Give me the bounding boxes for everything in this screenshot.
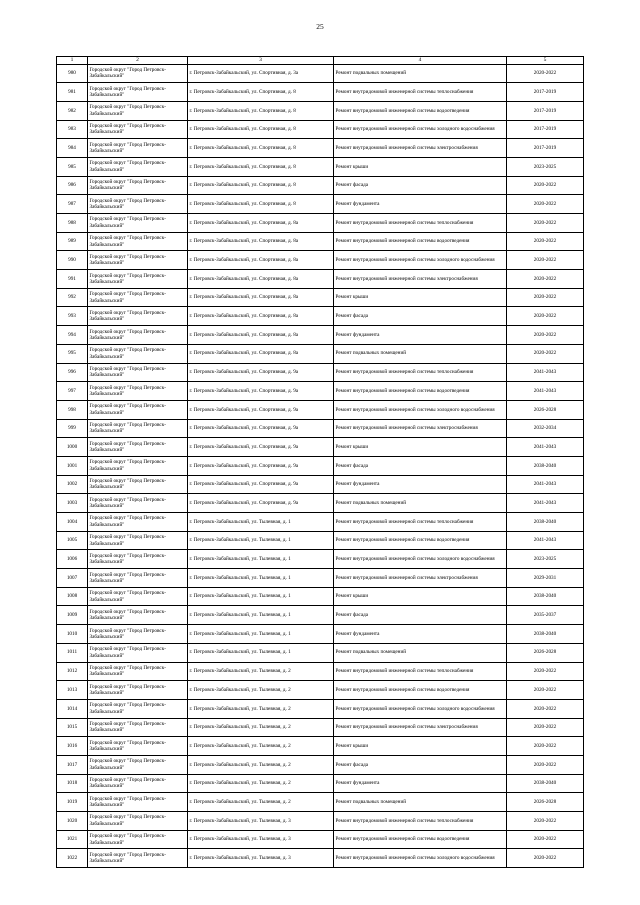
- period-cell: 2020-2022: [507, 755, 584, 774]
- owner-cell: Городской округ "Город Петровск-Забайкальский": [88, 699, 188, 718]
- owner-cell: Городской округ "Город Петровск-Забайкальский": [88, 288, 188, 307]
- address-cell: г. Петровск-Забайкальский, ул. Спортивная, д. 9а: [188, 382, 334, 401]
- period-cell: 2020-2022: [507, 737, 584, 756]
- work-type-cell: Ремонт фасада: [334, 755, 507, 774]
- address-cell: г. Петровск-Забайкальский, ул. Тылевная, д. 1: [188, 569, 334, 588]
- address-cell: г. Петровск-Забайкальский, ул. Спортивная, д. 8а: [188, 288, 334, 307]
- owner-cell: Городской округ "Город Петровск-Забайкальский": [88, 812, 188, 831]
- address-cell: г. Петровск-Забайкальский, ул. Спортивная, д. 8: [188, 139, 334, 158]
- table-row: [57, 270, 584, 289]
- table-body: [57, 64, 584, 868]
- row-number: 1020: [57, 812, 88, 831]
- work-type-cell: Ремонт внутридомовой инженерной системы холодного водоснабжения: [334, 400, 507, 419]
- work-type-cell: Ремонт крыши: [334, 737, 507, 756]
- work-type-cell: Ремонт внутридомовой инженерной системы электроснабжения: [334, 139, 507, 158]
- work-type-cell: Ремонт внутридомовой инженерной системы электроснабжения: [334, 569, 507, 588]
- address-cell: г. Петровск-Забайкальский, ул. Тылевная, д. 2: [188, 662, 334, 681]
- address-cell: г. Петровск-Забайкальский, ул. Тылевная, д. 1: [188, 625, 334, 644]
- owner-cell: Городской округ "Город Петровск-Забайкальский": [88, 849, 188, 868]
- period-cell: 2020-2022: [507, 812, 584, 831]
- period-cell: 2023-2025: [507, 157, 584, 176]
- row-number: 992: [57, 288, 88, 307]
- owner-cell: Городской округ "Город Петровск-Забайкальский": [88, 251, 188, 270]
- table-row: [57, 101, 584, 120]
- table-row: [57, 176, 584, 195]
- work-type-cell: Ремонт внутридомовой инженерной системы теплоснабжения: [334, 363, 507, 382]
- owner-cell: Городской округ "Город Петровск-Забайкальский": [88, 587, 188, 606]
- row-number: 984: [57, 139, 88, 158]
- work-type-cell: Ремонт подвальных помещений: [334, 643, 507, 662]
- period-cell: 2029-2031: [507, 569, 584, 588]
- period-cell: 2020-2022: [507, 718, 584, 737]
- work-type-cell: Ремонт крыши: [334, 438, 507, 457]
- row-number: 1003: [57, 494, 88, 513]
- address-cell: г. Петровск-Забайкальский, ул. Спортивная, д. 9а: [188, 475, 334, 494]
- period-cell: 2032-2034: [507, 419, 584, 438]
- address-cell: г. Петровск-Забайкальский, ул. Тылевная, д. 3: [188, 812, 334, 831]
- work-type-cell: Ремонт крыши: [334, 157, 507, 176]
- table-row: [57, 400, 584, 419]
- row-number: 999: [57, 419, 88, 438]
- table-row: [57, 774, 584, 793]
- table-row: [57, 363, 584, 382]
- address-cell: г. Петровск-Забайкальский, ул. Спортивная, д. 9а: [188, 456, 334, 475]
- address-cell: г. Петровск-Забайкальский, ул. Спортивная, д. 9а: [188, 494, 334, 513]
- row-number: 1022: [57, 849, 88, 868]
- row-number: 1014: [57, 699, 88, 718]
- table-row: [57, 755, 584, 774]
- table-row: [57, 737, 584, 756]
- page-number: 25: [316, 22, 324, 31]
- owner-cell: Городской округ "Город Петровск-Забайкальский": [88, 64, 188, 83]
- work-type-cell: Ремонт подвальных помещений: [334, 344, 507, 363]
- owner-cell: Городской округ "Город Петровск-Забайкальский": [88, 326, 188, 345]
- table-row: [57, 214, 584, 233]
- period-cell: 2041-2043: [507, 382, 584, 401]
- work-type-cell: Ремонт внутридомовой инженерной системы холодного водоснабжения: [334, 251, 507, 270]
- work-type-cell: Ремонт внутридомовой инженерной системы теплоснабжения: [334, 83, 507, 102]
- work-type-cell: Ремонт внутридомовой инженерной системы электроснабжения: [334, 270, 507, 289]
- work-type-cell: Ремонт фундамента: [334, 326, 507, 345]
- owner-cell: Городской округ "Город Петровск-Забайкальский": [88, 513, 188, 532]
- period-cell: 2020-2022: [507, 344, 584, 363]
- row-number: 987: [57, 195, 88, 214]
- address-cell: г. Петровск-Забайкальский, ул. Тылевная, д. 2: [188, 681, 334, 700]
- table-row: [57, 606, 584, 625]
- row-number: 1004: [57, 513, 88, 532]
- owner-cell: Городской округ "Город Петровск-Забайкальский": [88, 737, 188, 756]
- row-number: 1021: [57, 830, 88, 849]
- work-type-cell: Ремонт внутридомовой инженерной системы электроснабжения: [334, 718, 507, 737]
- owner-cell: Городской округ "Город Петровск-Забайкальский": [88, 569, 188, 588]
- owner-cell: Городской округ "Город Петровск-Забайкальский": [88, 456, 188, 475]
- period-cell: 2020-2022: [507, 830, 584, 849]
- work-type-cell: Ремонт подвальных помещений: [334, 64, 507, 83]
- table-row: [57, 120, 584, 139]
- table-row: [57, 494, 584, 513]
- row-number: 1018: [57, 774, 88, 793]
- owner-cell: Городской округ "Город Петровск-Забайкальский": [88, 139, 188, 158]
- period-cell: 2041-2043: [507, 475, 584, 494]
- address-cell: г. Петровск-Забайкальский, ул. Тылевная, д. 1: [188, 513, 334, 532]
- address-cell: г. Петровск-Забайкальский, ул. Тылевная, д. 1: [188, 550, 334, 569]
- work-type-cell: Ремонт фасада: [334, 176, 507, 195]
- owner-cell: Городской округ "Город Петровск-Забайкальский": [88, 662, 188, 681]
- table-row: [57, 419, 584, 438]
- work-type-cell: Ремонт внутридомовой инженерной системы теплоснабжения: [334, 662, 507, 681]
- period-cell: 2017-2019: [507, 120, 584, 139]
- column-header-3: 3: [188, 57, 334, 65]
- work-type-cell: Ремонт фундамента: [334, 774, 507, 793]
- row-number: 989: [57, 232, 88, 251]
- work-type-cell: Ремонт крыши: [334, 587, 507, 606]
- period-cell: 2020-2022: [507, 214, 584, 233]
- owner-cell: Городской округ "Город Петровск-Забайкальский": [88, 438, 188, 457]
- table-row: [57, 157, 584, 176]
- table-row: [57, 569, 584, 588]
- owner-cell: Городской округ "Город Петровск-Забайкальский": [88, 643, 188, 662]
- table-row: [57, 438, 584, 457]
- table-row: [57, 793, 584, 812]
- owner-cell: Городской округ "Город Петровск-Забайкальский": [88, 157, 188, 176]
- period-cell: 2026-2028: [507, 643, 584, 662]
- work-type-cell: Ремонт фундамента: [334, 195, 507, 214]
- work-type-cell: Ремонт внутридомовой инженерной системы водоотведения: [334, 101, 507, 120]
- period-cell: 2020-2022: [507, 288, 584, 307]
- owner-cell: Городской округ "Город Петровск-Забайкальский": [88, 232, 188, 251]
- period-cell: 2038-2040: [507, 587, 584, 606]
- period-cell: 2020-2022: [507, 270, 584, 289]
- table-row: [57, 587, 584, 606]
- row-number: 982: [57, 101, 88, 120]
- owner-cell: Городской округ "Город Петровск-Забайкальский": [88, 718, 188, 737]
- period-cell: 2023-2025: [507, 550, 584, 569]
- address-cell: г. Петровск-Забайкальский, ул. Тылевная, д. 1: [188, 531, 334, 550]
- work-type-cell: Ремонт внутридомовой инженерной системы водоотведения: [334, 681, 507, 700]
- address-cell: г. Петровск-Забайкальский, ул. Тылевная, д. 2: [188, 755, 334, 774]
- table-row: [57, 662, 584, 681]
- period-cell: 2041-2043: [507, 438, 584, 457]
- work-type-cell: Ремонт внутридомовой инженерной системы водоотведения: [334, 382, 507, 401]
- owner-cell: Городской округ "Город Петровск-Забайкальский": [88, 606, 188, 625]
- table-row: [57, 288, 584, 307]
- address-cell: г. Петровск-Забайкальский, ул. Тылевная, д. 1: [188, 643, 334, 662]
- row-number: 988: [57, 214, 88, 233]
- column-header-4: 4: [334, 57, 507, 65]
- table-header-row: [57, 57, 584, 65]
- table-row: [57, 625, 584, 644]
- address-cell: г. Петровск-Забайкальский, ул. Тылевная, д. 1: [188, 587, 334, 606]
- table-row: [57, 456, 584, 475]
- owner-cell: Городской округ "Город Петровск-Забайкальский": [88, 793, 188, 812]
- work-type-cell: Ремонт крыши: [334, 288, 507, 307]
- row-number: 990: [57, 251, 88, 270]
- row-number: 1000: [57, 438, 88, 457]
- table-row: [57, 232, 584, 251]
- row-number: 1019: [57, 793, 88, 812]
- address-cell: г. Петровск-Забайкальский, ул. Тылевная, д. 2: [188, 793, 334, 812]
- period-cell: 2020-2022: [507, 849, 584, 868]
- period-cell: 2020-2022: [507, 699, 584, 718]
- table-row: [57, 83, 584, 102]
- work-type-cell: Ремонт внутридомовой инженерной системы холодного водоснабжения: [334, 849, 507, 868]
- period-cell: 2020-2022: [507, 64, 584, 83]
- work-type-cell: Ремонт внутридомовой инженерной системы теплоснабжения: [334, 812, 507, 831]
- address-cell: г. Петровск-Забайкальский, ул. Спортивная, д. 8: [188, 195, 334, 214]
- table-row: [57, 550, 584, 569]
- row-number: 1012: [57, 662, 88, 681]
- column-header-2: 2: [88, 57, 188, 65]
- work-type-cell: Ремонт подвальных помещений: [334, 494, 507, 513]
- table-row: [57, 326, 584, 345]
- row-number: 1002: [57, 475, 88, 494]
- owner-cell: Городской округ "Город Петровск-Забайкальский": [88, 755, 188, 774]
- period-cell: 2038-2040: [507, 513, 584, 532]
- row-number: 997: [57, 382, 88, 401]
- table-row: [57, 139, 584, 158]
- row-number: 1013: [57, 681, 88, 700]
- address-cell: г. Петровск-Забайкальский, ул. Спортивная, д. 8: [188, 83, 334, 102]
- owner-cell: Городской округ "Город Петровск-Забайкальский": [88, 494, 188, 513]
- period-cell: 2017-2019: [507, 139, 584, 158]
- owner-cell: Городской округ "Город Петровск-Забайкальский": [88, 344, 188, 363]
- owner-cell: Городской округ "Город Петровск-Забайкальский": [88, 195, 188, 214]
- owner-cell: Городской округ "Город Петровск-Забайкальский": [88, 625, 188, 644]
- row-number: 1001: [57, 456, 88, 475]
- work-type-cell: Ремонт внутридомовой инженерной системы водоотведения: [334, 830, 507, 849]
- period-cell: 2038-2040: [507, 456, 584, 475]
- period-cell: 2041-2043: [507, 363, 584, 382]
- row-number: 998: [57, 400, 88, 419]
- address-cell: г. Петровск-Забайкальский, ул. Тылевная, д. 2: [188, 699, 334, 718]
- address-cell: г. Петровск-Забайкальский, ул. Тылевная, д. 3: [188, 849, 334, 868]
- row-number: 980: [57, 64, 88, 83]
- owner-cell: Городской округ "Город Петровск-Забайкальский": [88, 120, 188, 139]
- row-number: 986: [57, 176, 88, 195]
- table-row: [57, 344, 584, 363]
- period-cell: 2020-2022: [507, 195, 584, 214]
- address-cell: г. Петровск-Забайкальский, ул. Спортивная, д. 8а: [188, 251, 334, 270]
- owner-cell: Городской округ "Город Петровск-Забайкальский": [88, 550, 188, 569]
- owner-cell: Городской округ "Город Петровск-Забайкальский": [88, 270, 188, 289]
- row-number: 981: [57, 83, 88, 102]
- address-cell: г. Петровск-Забайкальский, ул. Спортивная, д. 8: [188, 120, 334, 139]
- address-cell: г. Петровск-Забайкальский, ул. Спортивная, д. 8а: [188, 326, 334, 345]
- work-type-cell: Ремонт внутридомовой инженерной системы теплоснабжения: [334, 214, 507, 233]
- address-cell: г. Петровск-Забайкальский, ул. Спортивная, д. 3а: [188, 64, 334, 83]
- owner-cell: Городской округ "Город Петровск-Забайкальский": [88, 101, 188, 120]
- table-row: [57, 513, 584, 532]
- owner-cell: Городской округ "Город Петровск-Забайкальский": [88, 307, 188, 326]
- owner-cell: Городской округ "Город Петровск-Забайкальский": [88, 382, 188, 401]
- owner-cell: Городской округ "Город Петровск-Забайкальский": [88, 400, 188, 419]
- address-cell: г. Петровск-Забайкальский, ул. Спортивная, д. 8а: [188, 270, 334, 289]
- row-number: 1010: [57, 625, 88, 644]
- row-number: 994: [57, 326, 88, 345]
- work-type-cell: Ремонт внутридомовой инженерной системы теплоснабжения: [334, 513, 507, 532]
- address-cell: г. Петровск-Забайкальский, ул. Спортивная, д. 8: [188, 176, 334, 195]
- row-number: 996: [57, 363, 88, 382]
- row-number: 1006: [57, 550, 88, 569]
- column-header-5: 5: [507, 57, 584, 65]
- table-row: [57, 64, 584, 83]
- address-cell: г. Петровск-Забайкальский, ул. Тылевная, д. 3: [188, 830, 334, 849]
- address-cell: г. Петровск-Забайкальский, ул. Спортивная, д. 8а: [188, 214, 334, 233]
- address-cell: г. Петровск-Забайкальский, ул. Тылевная, д. 2: [188, 718, 334, 737]
- work-type-cell: Ремонт внутридомовой инженерной системы холодного водоснабжения: [334, 699, 507, 718]
- table-row: [57, 307, 584, 326]
- table-row: [57, 531, 584, 550]
- work-type-cell: Ремонт фасада: [334, 456, 507, 475]
- work-type-cell: Ремонт фундамента: [334, 625, 507, 644]
- work-type-cell: Ремонт внутридомовой инженерной системы холодного водоснабжения: [334, 550, 507, 569]
- table-row: [57, 643, 584, 662]
- row-number: 1015: [57, 718, 88, 737]
- address-cell: г. Петровск-Забайкальский, ул. Тылевная, д. 2: [188, 737, 334, 756]
- table-row: [57, 849, 584, 868]
- owner-cell: Городской округ "Город Петровск-Забайкальский": [88, 176, 188, 195]
- work-type-cell: Ремонт внутридомовой инженерной системы холодного водоснабжения: [334, 120, 507, 139]
- address-cell: г. Петровск-Забайкальский, ул. Спортивная, д. 8: [188, 101, 334, 120]
- period-cell: 2035-2037: [507, 606, 584, 625]
- row-number: 1005: [57, 531, 88, 550]
- work-type-cell: Ремонт подвальных помещений: [334, 793, 507, 812]
- table-row: [57, 681, 584, 700]
- address-cell: г. Петровск-Забайкальский, ул. Спортивная, д. 9а: [188, 363, 334, 382]
- address-cell: г. Петровск-Забайкальский, ул. Спортивная, д. 8: [188, 157, 334, 176]
- address-cell: г. Петровск-Забайкальский, ул. Спортивная, д. 9а: [188, 438, 334, 457]
- period-cell: 2020-2022: [507, 307, 584, 326]
- table-row: [57, 699, 584, 718]
- work-type-cell: Ремонт внутридомовой инженерной системы электроснабжения: [334, 419, 507, 438]
- table-row: [57, 830, 584, 849]
- owner-cell: Городской округ "Город Петровск-Забайкальский": [88, 419, 188, 438]
- period-cell: 2020-2022: [507, 326, 584, 345]
- row-number: 995: [57, 344, 88, 363]
- period-cell: 2017-2019: [507, 101, 584, 120]
- address-cell: г. Петровск-Забайкальский, ул. Спортивная, д. 9а: [188, 400, 334, 419]
- owner-cell: Городской округ "Город Петровск-Забайкальский": [88, 830, 188, 849]
- period-cell: 2020-2022: [507, 662, 584, 681]
- owner-cell: Городской округ "Город Петровск-Забайкальский": [88, 214, 188, 233]
- table-row: [57, 475, 584, 494]
- work-type-cell: Ремонт фасада: [334, 307, 507, 326]
- repair-schedule-table: [56, 56, 584, 868]
- period-cell: 2017-2019: [507, 83, 584, 102]
- row-number: 1009: [57, 606, 88, 625]
- work-type-cell: Ремонт внутридомовой инженерной системы водоотведения: [334, 531, 507, 550]
- address-cell: г. Петровск-Забайкальский, ул. Спортивная, д. 8а: [188, 307, 334, 326]
- table-row: [57, 251, 584, 270]
- owner-cell: Городской округ "Город Петровск-Забайкальский": [88, 83, 188, 102]
- row-number: 993: [57, 307, 88, 326]
- period-cell: 2020-2022: [507, 176, 584, 195]
- row-number: 1007: [57, 569, 88, 588]
- period-cell: 2041-2043: [507, 531, 584, 550]
- period-cell: 2026-2028: [507, 400, 584, 419]
- address-cell: г. Петровск-Забайкальский, ул. Спортивная, д. 8а: [188, 232, 334, 251]
- owner-cell: Городской округ "Город Петровск-Забайкальский": [88, 774, 188, 793]
- address-cell: г. Петровск-Забайкальский, ул. Тылевная, д. 1: [188, 606, 334, 625]
- owner-cell: Городской округ "Город Петровск-Забайкальский": [88, 681, 188, 700]
- address-cell: г. Петровск-Забайкальский, ул. Спортивная, д. 9а: [188, 419, 334, 438]
- owner-cell: Городской округ "Город Петровск-Забайкальский": [88, 531, 188, 550]
- table-row: [57, 382, 584, 401]
- work-type-cell: Ремонт фасада: [334, 606, 507, 625]
- row-number: 1016: [57, 737, 88, 756]
- row-number: 1008: [57, 587, 88, 606]
- table-row: [57, 195, 584, 214]
- address-cell: г. Петровск-Забайкальский, ул. Тылевная, д. 2: [188, 774, 334, 793]
- address-cell: г. Петровск-Забайкальский, ул. Спортивная, д. 8а: [188, 344, 334, 363]
- period-cell: 2020-2022: [507, 251, 584, 270]
- period-cell: 2020-2022: [507, 681, 584, 700]
- period-cell: 2041-2043: [507, 494, 584, 513]
- table-row: [57, 718, 584, 737]
- row-number: 991: [57, 270, 88, 289]
- column-header-1: 1: [57, 57, 88, 65]
- period-cell: 2026-2028: [507, 793, 584, 812]
- work-type-cell: Ремонт фундамента: [334, 475, 507, 494]
- period-cell: 2020-2022: [507, 232, 584, 251]
- period-cell: 2038-2040: [507, 625, 584, 644]
- row-number: 1017: [57, 755, 88, 774]
- table-row: [57, 812, 584, 831]
- row-number: 985: [57, 157, 88, 176]
- row-number: 983: [57, 120, 88, 139]
- owner-cell: Городской округ "Город Петровск-Забайкальский": [88, 475, 188, 494]
- row-number: 1011: [57, 643, 88, 662]
- period-cell: 2038-2040: [507, 774, 584, 793]
- owner-cell: Городской округ "Город Петровск-Забайкальский": [88, 363, 188, 382]
- work-type-cell: Ремонт внутридомовой инженерной системы водоотведения: [334, 232, 507, 251]
